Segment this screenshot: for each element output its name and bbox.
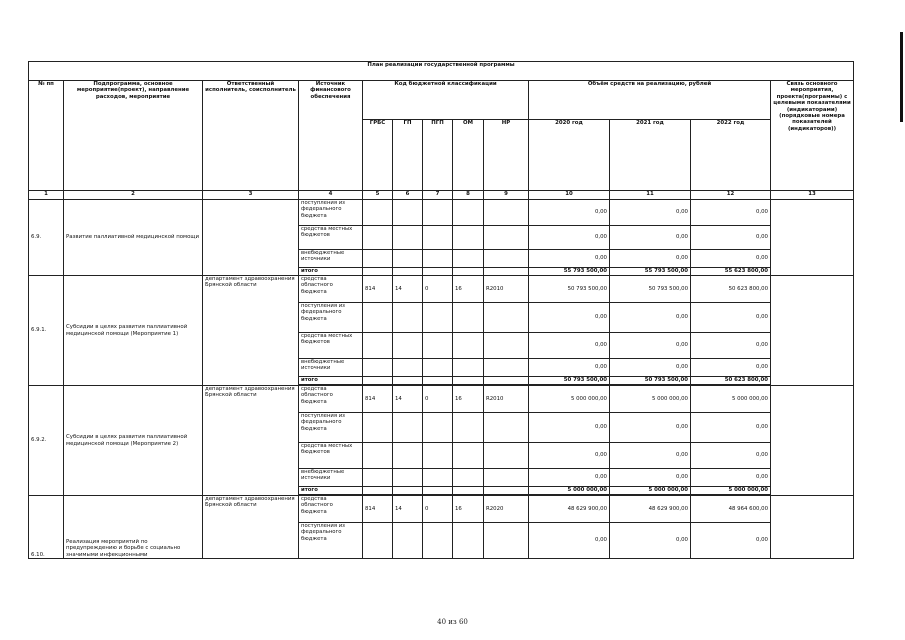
row-number: 6.9. bbox=[29, 200, 64, 276]
row-number: 6.9.1. bbox=[29, 276, 64, 386]
source-federal: поступления из федерального бюджета bbox=[299, 523, 363, 559]
colnum: 5 bbox=[363, 191, 393, 200]
value-2021: 5 000 000,00 bbox=[610, 386, 691, 413]
value-2021: 0,00 bbox=[610, 333, 691, 359]
value-2022: 48 964 600,00 bbox=[691, 496, 771, 523]
value-2022: 0,00 bbox=[691, 443, 771, 469]
header-link: Связь основного мероприятия, проекта(программы) с целевыми показателями (индикаторами) (порядковые номера показателей (индикаторов)) bbox=[771, 81, 854, 191]
total-2021: 55 793 500,00 bbox=[610, 268, 691, 276]
total-2022: 55 623 800,00 bbox=[691, 268, 771, 276]
code-gp: 14 bbox=[393, 276, 423, 303]
total-2021: 50 793 500,00 bbox=[610, 377, 691, 385]
table-row bbox=[29, 200, 854, 226]
header-budget-code: Код бюджетной классификации bbox=[363, 81, 529, 120]
value-2020: 0,00 bbox=[529, 333, 610, 359]
code-pgp: 0 bbox=[423, 276, 453, 303]
colnum: 10 bbox=[529, 191, 610, 200]
header-responsible: Ответственный исполнитель, соисполнитель bbox=[203, 81, 299, 191]
header-code-nr: НР bbox=[484, 120, 529, 191]
header-code-pgp: ПГП bbox=[423, 120, 453, 191]
total-2020: 50 793 500,00 bbox=[529, 377, 610, 385]
code-om: 16 bbox=[453, 496, 484, 523]
value-2020: 0,00 bbox=[529, 226, 610, 250]
value-2020: 5 000 000,00 bbox=[529, 386, 610, 413]
value-2022: 0,00 bbox=[691, 333, 771, 359]
source-federal: поступления из федерального бюджета bbox=[299, 200, 363, 226]
colnum: 2 bbox=[64, 191, 203, 200]
source-total: итого bbox=[299, 487, 363, 495]
source-federal: поступления из федерального бюджета bbox=[299, 413, 363, 443]
code-nr: R2010 bbox=[484, 386, 529, 413]
value-2021: 0,00 bbox=[610, 359, 691, 377]
colnum: 11 bbox=[610, 191, 691, 200]
total-2021: 5 000 000,00 bbox=[610, 487, 691, 495]
value-2022: 0,00 bbox=[691, 359, 771, 377]
code-grbs: 814 bbox=[363, 276, 393, 303]
code-nr: R2020 bbox=[484, 496, 529, 523]
code-grbs: 814 bbox=[363, 386, 393, 413]
value-2022: 5 000 000,00 bbox=[691, 386, 771, 413]
total-2022: 5 000 000,00 bbox=[691, 487, 771, 495]
code-grbs: 814 bbox=[363, 496, 393, 523]
table-row bbox=[29, 386, 854, 413]
header-num: № пп bbox=[29, 81, 64, 191]
value-2021: 0,00 bbox=[610, 226, 691, 250]
value-2021: 50 793 500,00 bbox=[610, 276, 691, 303]
value-2020: 0,00 bbox=[529, 250, 610, 268]
value-2021: 0,00 bbox=[610, 443, 691, 469]
colnum: 7 bbox=[423, 191, 453, 200]
value-2020: 0,00 bbox=[529, 469, 610, 487]
table-row bbox=[29, 496, 854, 523]
code-gp: 14 bbox=[393, 386, 423, 413]
colnum: 4 bbox=[299, 191, 363, 200]
value-2020: 0,00 bbox=[529, 523, 610, 559]
value-2020: 0,00 bbox=[529, 413, 610, 443]
header-year-2020: 2020 год bbox=[529, 120, 610, 191]
header-year-2022: 2022 год bbox=[691, 120, 771, 191]
header-code-gp: ГП bbox=[393, 120, 423, 191]
code-om: 16 bbox=[453, 386, 484, 413]
colnum: 12 bbox=[691, 191, 771, 200]
header-subprogram: Подпрограмма, основное мероприятие(проект), направление расходов, мероприятие bbox=[64, 81, 203, 191]
value-2022: 0,00 bbox=[691, 523, 771, 559]
value-2022: 0,00 bbox=[691, 226, 771, 250]
source-regional: средства областного бюджета bbox=[299, 386, 363, 413]
value-2020: 48 629 900,00 bbox=[529, 496, 610, 523]
plan-table bbox=[28, 61, 854, 559]
value-2020: 0,00 bbox=[529, 200, 610, 226]
total-2020: 5 000 000,00 bbox=[529, 487, 610, 495]
value-2020: 0,00 bbox=[529, 303, 610, 333]
source-extra: внебюджетные источники bbox=[299, 250, 363, 268]
total-2022: 50 623 800,00 bbox=[691, 377, 771, 385]
value-2022: 0,00 bbox=[691, 413, 771, 443]
source-regional: средства областного бюджета bbox=[299, 276, 363, 303]
row-name: Развитие паллиативной медицинской помощи bbox=[64, 200, 203, 276]
row-name: Субсидии в целях развития паллиативной медицинской помощи (Мероприятие 1) bbox=[64, 276, 203, 386]
value-2022: 0,00 bbox=[691, 200, 771, 226]
header-code-om: ОМ bbox=[453, 120, 484, 191]
source-federal: поступления из федерального бюджета bbox=[299, 303, 363, 333]
code-gp: 14 bbox=[393, 496, 423, 523]
row-name: Реализация мероприятий по предупреждению и борьбе с социально значимыми инфекционными bbox=[64, 496, 203, 559]
value-2021: 0,00 bbox=[610, 469, 691, 487]
code-pgp: 0 bbox=[423, 496, 453, 523]
value-2020: 0,00 bbox=[529, 359, 610, 377]
value-2021: 0,00 bbox=[610, 303, 691, 333]
table-row bbox=[29, 276, 854, 303]
value-2022: 50 623 800,00 bbox=[691, 276, 771, 303]
source-extra: внебюджетные источники bbox=[299, 469, 363, 487]
code-om: 16 bbox=[453, 276, 484, 303]
value-2021: 0,00 bbox=[610, 523, 691, 559]
code-pgp: 0 bbox=[423, 386, 453, 413]
source-total: итого bbox=[299, 377, 363, 385]
colnum: 9 bbox=[484, 191, 529, 200]
value-2020: 0,00 bbox=[529, 443, 610, 469]
value-2022: 0,00 bbox=[691, 250, 771, 268]
colnum: 6 bbox=[393, 191, 423, 200]
header-row bbox=[29, 81, 854, 120]
total-2020: 55 793 500,00 bbox=[529, 268, 610, 276]
row-responsible bbox=[203, 200, 299, 276]
source-local: средства местных бюджетов bbox=[299, 226, 363, 250]
row-name: Субсидии в целях развития паллиативной медицинской помощи (Мероприятие 2) bbox=[64, 386, 203, 496]
colnum: 3 bbox=[203, 191, 299, 200]
header-volume: Объём средств на реализацию, рублей bbox=[529, 81, 771, 120]
colnum: 8 bbox=[453, 191, 484, 200]
page-number: 40 из 60 bbox=[437, 618, 468, 626]
row-responsible: департамент здравоохранения Брянской области bbox=[203, 386, 299, 496]
page-edge-mark bbox=[900, 32, 903, 122]
colnum: 13 bbox=[771, 191, 854, 200]
row-responsible: департамент здравоохранения Брянской области bbox=[203, 496, 299, 559]
source-total: итого bbox=[299, 268, 363, 276]
value-2020: 50 793 500,00 bbox=[529, 276, 610, 303]
source-local: средства местных бюджетов bbox=[299, 443, 363, 469]
value-2022: 0,00 bbox=[691, 303, 771, 333]
row-responsible: департамент здравоохранения Брянской области bbox=[203, 276, 299, 386]
value-2021: 0,00 bbox=[610, 413, 691, 443]
value-2022: 0,00 bbox=[691, 469, 771, 487]
source-local: средства местных бюджетов bbox=[299, 333, 363, 359]
row-number: 6.10. bbox=[29, 496, 64, 559]
header-source: Источник финансового обеспечения bbox=[299, 81, 363, 191]
value-2021: 0,00 bbox=[610, 250, 691, 268]
code-nr: R2010 bbox=[484, 276, 529, 303]
table-title: План реализации государственной программы bbox=[29, 62, 854, 81]
column-numbering-row bbox=[29, 191, 854, 200]
header-year-2021: 2021 год bbox=[610, 120, 691, 191]
source-regional: средства областного бюджета bbox=[299, 496, 363, 523]
colnum: 1 bbox=[29, 191, 64, 200]
table-title-row bbox=[29, 62, 854, 81]
value-2021: 0,00 bbox=[610, 200, 691, 226]
row-number: 6.9.2. bbox=[29, 386, 64, 496]
header-code-grbs: ГРБС bbox=[363, 120, 393, 191]
value-2021: 48 629 900,00 bbox=[610, 496, 691, 523]
source-extra: внебюджетные источники bbox=[299, 359, 363, 377]
